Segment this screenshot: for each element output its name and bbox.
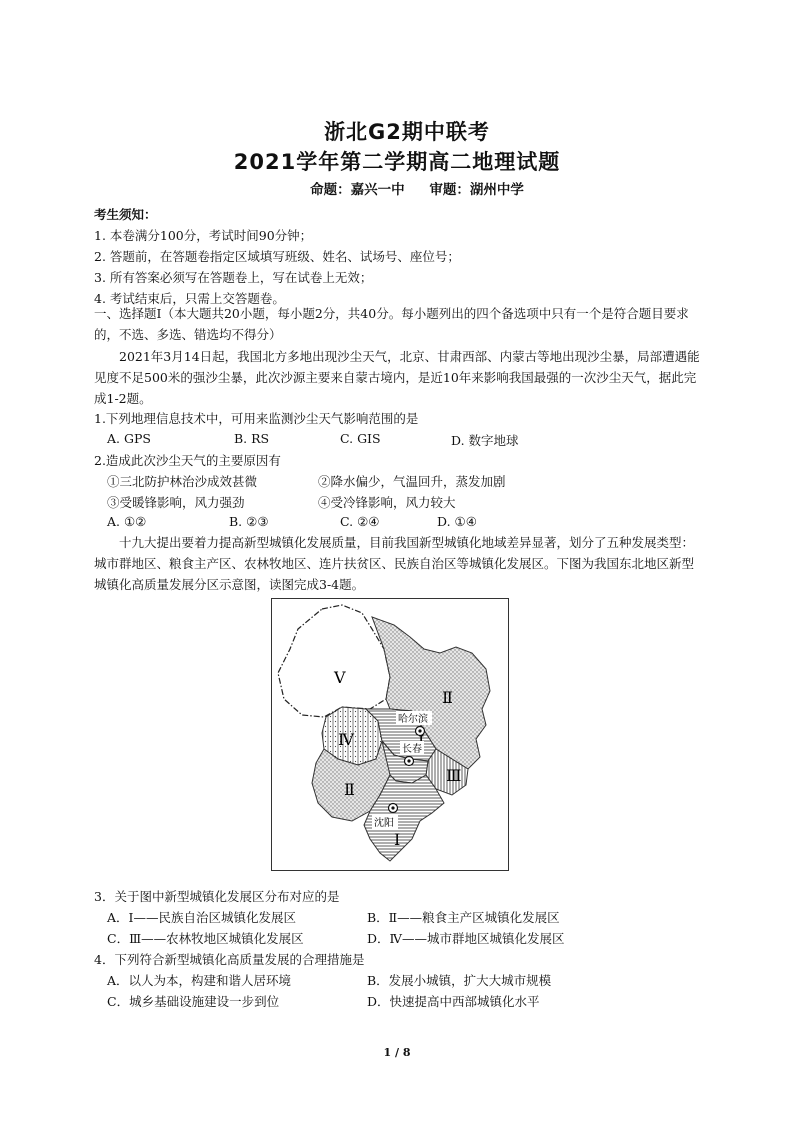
q2-stem: 2.造成此次沙尘天气的主要原因有: [94, 453, 281, 468]
region-label: Ⅰ: [394, 830, 401, 849]
region-label: Ⅴ: [334, 668, 346, 687]
northeast-urbanization-map: [271, 598, 509, 871]
region-v: [278, 605, 390, 717]
map-svg: [272, 599, 508, 870]
proposer-label: 命题：嘉兴一中: [310, 182, 405, 198]
q4-option-d: D．快速提高中西部城镇化水平: [367, 994, 540, 1009]
notice-item: 2. 答题前，在答题卷指定区域填写班级、姓名、试场号、座位号；: [94, 249, 460, 264]
q4-option-c: C．城乡基础设施建设一步到位: [107, 994, 280, 1009]
q2-reason: ①三北防护林治沙成效甚微: [107, 474, 258, 489]
notice-item: 4. 考试结束后，只需上交答题卷。: [94, 291, 285, 306]
q1-option-a: A. GPS: [107, 431, 151, 446]
section1-passage: 2021年3月14日起，我国北方多地出现沙尘天气，北京、甘肃西部、内蒙古等地出现沙尘暴，局部遭遇能见度不足500米的强沙尘暴，此次沙源主要来自蒙古境内，是近10年来影响我国最强的一次沙尘天气，据此完成1-2题。: [94, 349, 700, 406]
q2-option-c: C. ②④: [340, 514, 380, 529]
q2-option-a: A. ①②: [107, 514, 147, 529]
q1-stem: 1.下列地理信息技术中，可用来监测沙尘天气影响范围的是: [94, 411, 419, 426]
q2-reason: ④受冷锋影响，风力较大: [318, 495, 456, 510]
q2-option-d: D. ①④: [437, 514, 477, 529]
q1-option-c: C. GIS: [340, 431, 381, 446]
region-label: Ⅱ: [344, 780, 355, 799]
city-label: 哈尔滨: [398, 714, 428, 725]
passage2: 十九大提出要着力提高新型城镇化发展质量，目前我国新型城镇化地域差异显著，划分了五种发展类型：城市群地区、粮食主产区、农林牧地区、连片扶贫区、民族自治区等城镇化发展区。下图为我国东北地区新型城镇化高质量发展分区示意图，读图完成3-4题。: [94, 535, 695, 592]
q3-option-a: A．Ⅰ——民族自治区城镇化发展区: [107, 910, 296, 925]
section1-heading: 一、选择题Ⅰ（本大题共20小题，每小题2分，共40分。每小题列出的四个备选项中只有一个是符合题目要求的，不选、多选、错选均不得分）: [94, 306, 689, 342]
region-label: Ⅱ: [442, 688, 453, 707]
q3-option-d: D．Ⅳ——城市群地区城镇化发展区: [367, 931, 565, 946]
q3-option-c: C．Ⅲ——农林牧地区城镇化发展区: [107, 931, 304, 946]
q3-option-b: B．Ⅱ——粮食主产区城镇化发展区: [367, 910, 560, 925]
q2-reason: ②降水偏少，气温回升，蒸发加剧: [318, 474, 506, 489]
q1-option-d: D. 数字地球: [451, 433, 519, 448]
region-label: Ⅳ: [338, 730, 354, 749]
notice-heading: 考生须知：: [94, 207, 157, 222]
city-label: 沈阳: [374, 818, 394, 829]
q4-option-a: A．以人为本，构建和谐人居环境: [107, 973, 292, 988]
notice-item: 3. 所有答案必须写在答题卷上，写在试卷上无效；: [94, 270, 373, 285]
q3-stem: 3．关于图中新型城镇化发展区分布对应的是: [94, 889, 340, 904]
exam-title-line1: 浙北G2期中联考: [324, 120, 490, 144]
reviewer-label: 审题：湖州中学: [429, 182, 524, 198]
exam-authors: [0, 178, 794, 198]
region-label: Ⅲ: [446, 766, 462, 785]
exam-title-line2: 2021学年第二学期高二地理试题: [233, 150, 561, 174]
notice-item: 1. 本卷满分100分，考试时间90分钟；: [94, 228, 313, 243]
q1-option-b: B. RS: [234, 431, 270, 446]
city-label: 长春: [402, 744, 422, 755]
q2-option-b: B. ②③: [229, 514, 269, 529]
q4-option-b: B．发展小城镇，扩大大城市规模: [367, 973, 552, 988]
page-number: 1 / 8: [383, 1046, 411, 1059]
q2-reason: ③受暖锋影响，风力强劲: [107, 495, 245, 510]
q4-stem: 4．下列符合新型城镇化高质量发展的合理措施是: [94, 952, 365, 967]
